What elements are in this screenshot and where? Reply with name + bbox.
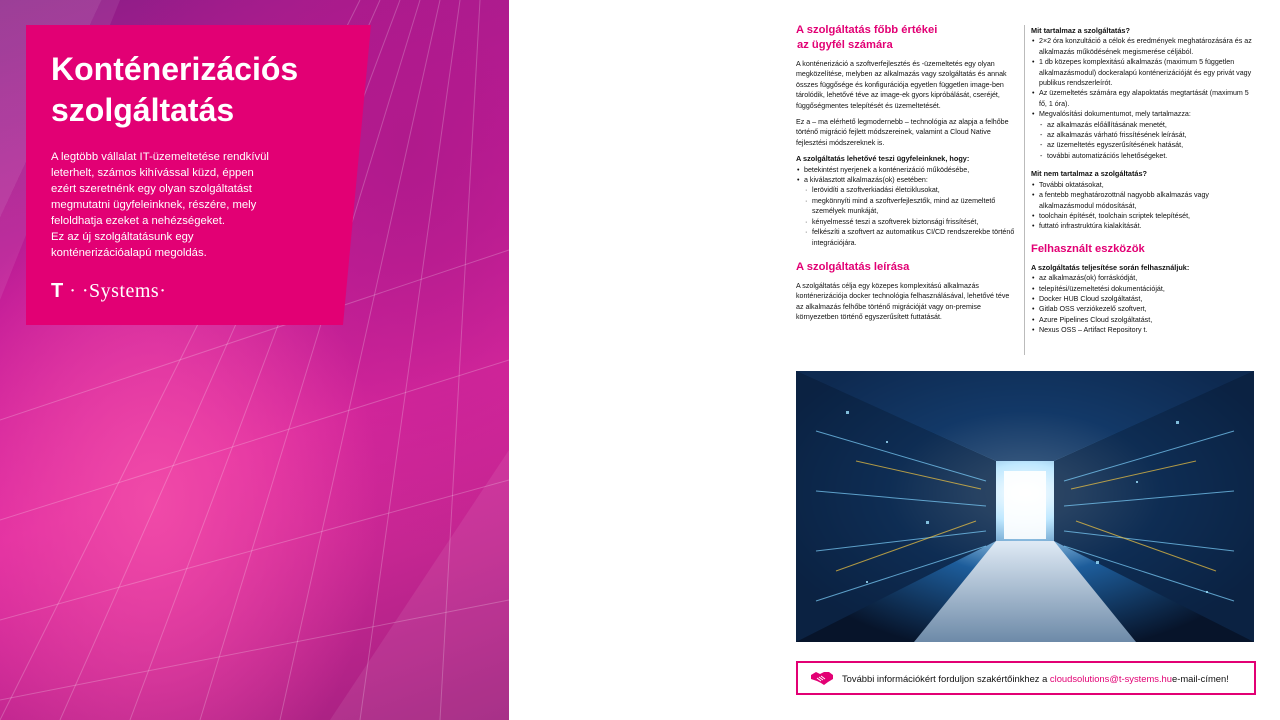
details-column [1031, 26, 1255, 342]
intro-line: A legtöbb vállalat IT-üzemeltetése rendkívül [51, 151, 269, 163]
enables-list [796, 165, 1018, 248]
list-item: • az alkalmazás(ok) forráskódját, [1031, 273, 1255, 283]
enables-heading: A szolgáltatás lehetővé teszi ügyfeleinknek, hogy: [796, 154, 970, 164]
intro-line: leterhelt, számos kihívással küzd, éppen [51, 167, 254, 179]
tools-heading: Felhasznált eszközök [1031, 242, 1145, 255]
intro-line: ezért szeretnénk egy olyan szolgáltatást [51, 183, 252, 195]
list-item: • Gitlab OSS verziókezelő szoftvert, [1031, 304, 1255, 314]
handshake-icon [810, 670, 834, 686]
values-heading-line1: A szolgáltatás főbb értékei [796, 24, 938, 36]
contact-prefix: További információkért forduljon szakértőinkhez a [842, 672, 1048, 684]
list-item: • Az üzemeltetés számára egy alapoktatás megtartását (maximum 5 fő, 1 óra). [1031, 88, 1255, 109]
list-item: • 1 db közepes komplexitású alkalmazás (maximum 5 független alkalmazásmodul) dockeralapú konténerizációját és egy privát vagy publikus rendszerleírót. [1031, 57, 1255, 88]
intro-line: feloldhatja ezeket a nehézségeket. [51, 215, 225, 227]
list-item: • a kiválasztott alkalmazás(ok) esetében: [796, 175, 1018, 185]
excludes-heading: Mit nem tartalmaz a szolgáltatás? [1031, 169, 1147, 179]
contact-suffix: e-mail-címen! [1172, 672, 1229, 684]
values-paragraph-2: Ez a – ma elérhető legmodernebb – technológia az alapja a felhőbe történő migráció fejlett módszereinek, valamint a Cloud Native fejlesztési módszereknek is. [796, 118, 1009, 147]
values-column [796, 23, 1018, 329]
list-item: • Nexus OSS – Artifact Repository t. [1031, 325, 1255, 335]
values-heading-line2: az ügyfél számára [797, 39, 893, 51]
list-item: - az alkalmazás előállításának menetét, [1031, 120, 1255, 130]
cover-panel [0, 0, 509, 720]
datacenter-image [796, 371, 1254, 642]
column-divider [1024, 25, 1025, 355]
list-item: · megkönnyíti mind a szoftverfejlesztők, mind az üzemeltető személyek munkáját, [796, 196, 1018, 217]
contact-bar [796, 661, 1256, 695]
intro-line: megmutatni ügyfeleinknek, részére, mely [51, 199, 257, 211]
list-item: • toolchain építését, toolchain scriptek telepítését, [1031, 211, 1255, 221]
includes-heading: Mit tartalmaz a szolgáltatás? [1031, 26, 1130, 35]
includes-list [1031, 36, 1255, 161]
tools-list [1031, 273, 1255, 335]
list-item: • 2×2 óra konzultáció a célok és eredmények meghatározására és az alkalmazás működésének megismerése céljából. [1031, 36, 1255, 57]
cover-intro [51, 149, 291, 261]
list-item: • betekintést nyerjenek a konténerizáció működésébe, [796, 165, 1018, 175]
list-item: • futtató infrastruktúra kialakítását. [1031, 221, 1255, 231]
excludes-list [1031, 180, 1255, 232]
list-item: • a fentebb meghatározottnál nagyobb alkalmazás vagy alkalmazásmodul módosítását, [1031, 190, 1255, 211]
cover-title-line1: Konténerizációs [51, 51, 299, 87]
list-item: • Docker HUB Cloud szolgáltatást, [1031, 294, 1255, 304]
values-paragraph-1: A konténerizáció a szoftverfejlesztés és -üzemeltetés egy olyan megközelítése, melyben az alkalmazás vagy szolgáltatás és annak összes függősége és konfigurációja egyetlen független image-ben tárolódik, lehetővé téve az image-ek gyors kipróbálását, cseréjét, függőségmentes telepítését és üzemeltetését. [796, 60, 1007, 110]
description-text: A szolgáltatás célja egy közepes komplexitású alkalmazás konténerizációja docker technológia felhasználásával, lehetővé téve az alkalmazás felhőbe történő migrációját vagy on-premise környezetben történő egyszerűsített futtatását. [796, 281, 1010, 322]
list-item: • További oktatásokat, [1031, 180, 1255, 190]
cover-title [51, 49, 351, 131]
t-systems-logo [51, 280, 166, 303]
list-item: · felkészíti a szoftvert az automatikus CI/CD rendszerekbe történő integrációjára. [796, 227, 1018, 248]
logo-text: · ·Systems· [63, 280, 167, 302]
list-item: - az alkalmazás várható frissítésének leírását, [1031, 130, 1255, 140]
list-item: • Megvalósítási dokumentumot, mely tartalmazza: [1031, 109, 1255, 119]
list-item: · lerövidíti a szoftverkiadási életciklusokat, [796, 185, 1018, 195]
description-heading: A szolgáltatás leírása [796, 260, 910, 273]
logo-t: T [51, 280, 64, 302]
list-item: • telepítési/üzemeltetési dokumentációját, [1031, 284, 1255, 294]
list-item: - további automatizációs lehetőségeket. [1031, 151, 1255, 161]
list-item: - az üzemeltetés egyszerűsítésének hatását, [1031, 140, 1255, 150]
list-item: · kényelmessé teszi a szoftverek biztonsági frissítését, [796, 217, 1018, 227]
cover-title-line2: szolgáltatás [51, 92, 235, 128]
intro-line: Ez az új szolgáltatásunk egy [51, 231, 194, 243]
contact-email-link[interactable]: cloudsolutions@t-systems.hu [1049, 672, 1172, 684]
list-item: • Azure Pipelines Cloud szolgáltatást, [1031, 315, 1255, 325]
tools-intro: A szolgáltatás teljesítése során felhasználjuk: [1031, 262, 1190, 272]
intro-line: konténerizációalapú megoldás. [51, 247, 207, 259]
values-heading [796, 23, 1018, 53]
